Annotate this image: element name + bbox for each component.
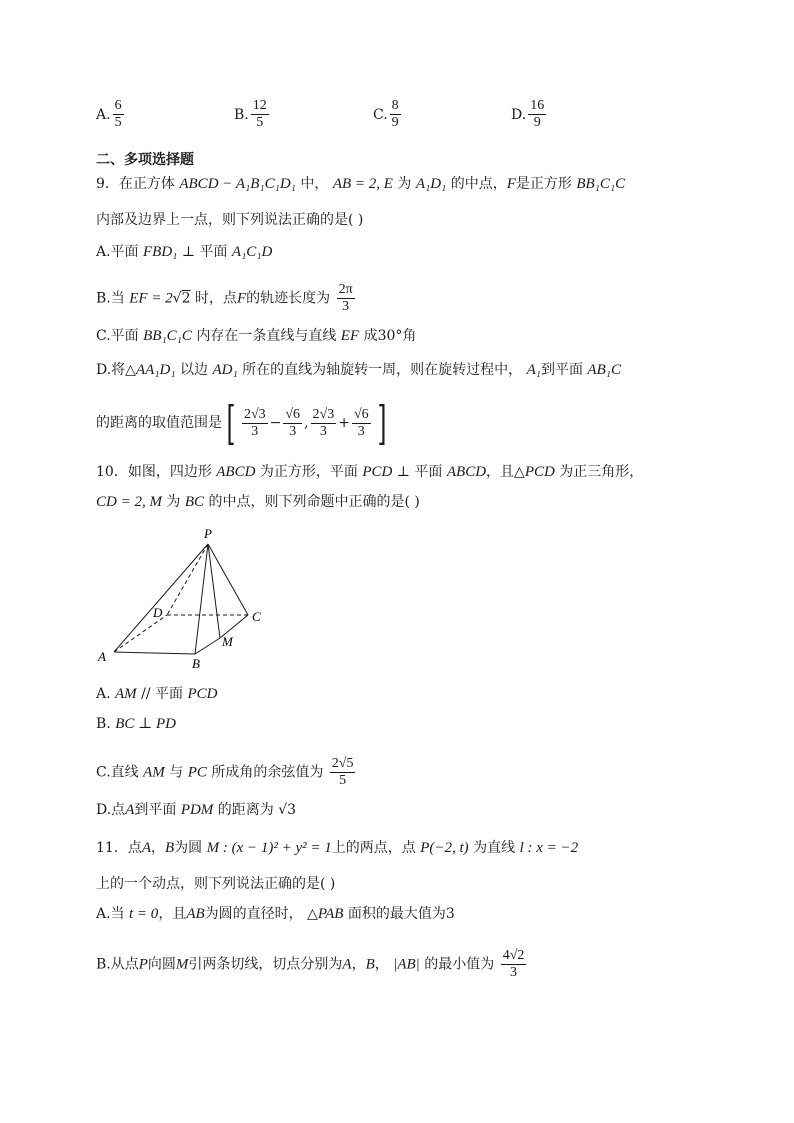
edge-bm bbox=[195, 638, 220, 654]
q8-option-d bbox=[511, 98, 548, 131]
fraction: $\frac{4√2}{3}$ bbox=[502, 948, 525, 980]
q9-option-c: C.平面 BB₁C₁C 内存在一条直线与直线 EF 成30°角 bbox=[96, 328, 417, 344]
label-p: P bbox=[204, 526, 212, 541]
q11-option-b: B.从点P向圆M引两条切线，切点分别为A，B， |AB| 的最小值为 $\frac{4√2}{3}$ bbox=[96, 948, 525, 980]
option-label: B. bbox=[234, 106, 249, 123]
q10-option-a: A. AM // 平面 PCD bbox=[96, 686, 218, 702]
q10-option-b: B. BC ⊥ PD bbox=[96, 716, 176, 732]
option-label: D. bbox=[511, 106, 527, 123]
section-title: 二、多项选择题 bbox=[96, 152, 194, 168]
label-d: D bbox=[153, 605, 163, 620]
q8-option-c bbox=[373, 98, 403, 131]
q9-option-a: A.平面 FBD₁ ⊥ 平面 A₁C₁D bbox=[96, 244, 273, 260]
q9-option-d: D.将△AA₁D₁ 以边 AD₁ 所在的直线为轴旋转一周，则在旋转过程中， A₁到平面 AB₁C bbox=[96, 362, 621, 378]
fraction: $\frac{16}{9}$ bbox=[530, 98, 545, 130]
edge-pa bbox=[114, 544, 208, 652]
interval-bracket: [ $\frac{2√3}{3}$ − $\frac{√6}{3}$ , $\frac{2√3}{3}$ + $\frac{√6}{3}$ ] bbox=[226, 396, 387, 450]
option-label: C. bbox=[373, 106, 388, 123]
fraction: $\frac{6}{5}$ bbox=[114, 98, 122, 130]
q10-stem-line2: CD = 2, M 为 BC 的中点，则下列命题中正确的是( ) bbox=[96, 494, 420, 510]
label-m: M bbox=[222, 634, 233, 649]
q9-stem-line1: 9．在正方体 ABCD − A₁B₁C₁D₁ 中， AB = 2, E 为 A₁D₁ 的中点，F是正方形 BB₁C₁C bbox=[96, 176, 626, 192]
fraction: $\frac{12}{5}$ bbox=[252, 98, 267, 130]
label-b: B bbox=[192, 656, 200, 671]
edge-ad bbox=[114, 615, 167, 652]
edge-pc bbox=[208, 544, 248, 615]
q9-stem-line2: 内部及边界上一点，则下列说法正确的是( ) bbox=[96, 212, 364, 228]
fraction: $\frac{2\pi}{3}$ bbox=[338, 282, 353, 314]
label-a: A bbox=[98, 649, 106, 664]
label-c: C bbox=[252, 609, 261, 624]
edge-pm bbox=[208, 544, 220, 638]
q9-option-d-range: 的距离的取值范围是 [ $\frac{2√3}{3}$ − $\frac{√6}{3}$ , $\frac{2√3}{3}$ + $\frac{√6}{3}$ ] bbox=[96, 402, 391, 444]
q11-option-a: A.当 t = 0，且AB为圆的直径时， △PAB 面积的最大值为3 bbox=[96, 906, 455, 922]
edge-ab bbox=[114, 652, 195, 654]
q10-option-c: C.直线 AM 与 PC 所成角的余弦值为 $\frac{2√5}{5}$ bbox=[96, 756, 354, 788]
q11-stem-line1: 11．点A，B为圆 M : (x − 1)² + y² = 1上的两点，点 P(−2, t) 为直线 l : x = −2 bbox=[96, 840, 579, 856]
q8-option-b bbox=[234, 98, 271, 131]
edge-pd bbox=[167, 544, 208, 615]
q9-option-b: B.当 EF = 2√2 时，点F的轨迹长度为 $\frac{2\pi}{3}$ bbox=[96, 282, 353, 314]
edge-pb bbox=[195, 544, 208, 654]
option-label: A. bbox=[96, 106, 111, 123]
q8-option-a bbox=[96, 98, 126, 131]
fraction: $\frac{2√5}{5}$ bbox=[331, 756, 354, 788]
pyramid-figure bbox=[90, 522, 280, 672]
q10-stem-line1: 10．如图，四边形 ABCD 为正方形，平面 PCD ⊥ 平面 ABCD，且△PCD 为正三角形， bbox=[96, 464, 644, 480]
q10-option-d: D.点A到平面 PDM 的距离为 √3 bbox=[96, 802, 297, 818]
q11-stem-line2: 上的一个动点，则下列说法正确的是( ) bbox=[96, 876, 336, 892]
fraction: $\frac{8}{9}$ bbox=[391, 98, 399, 130]
